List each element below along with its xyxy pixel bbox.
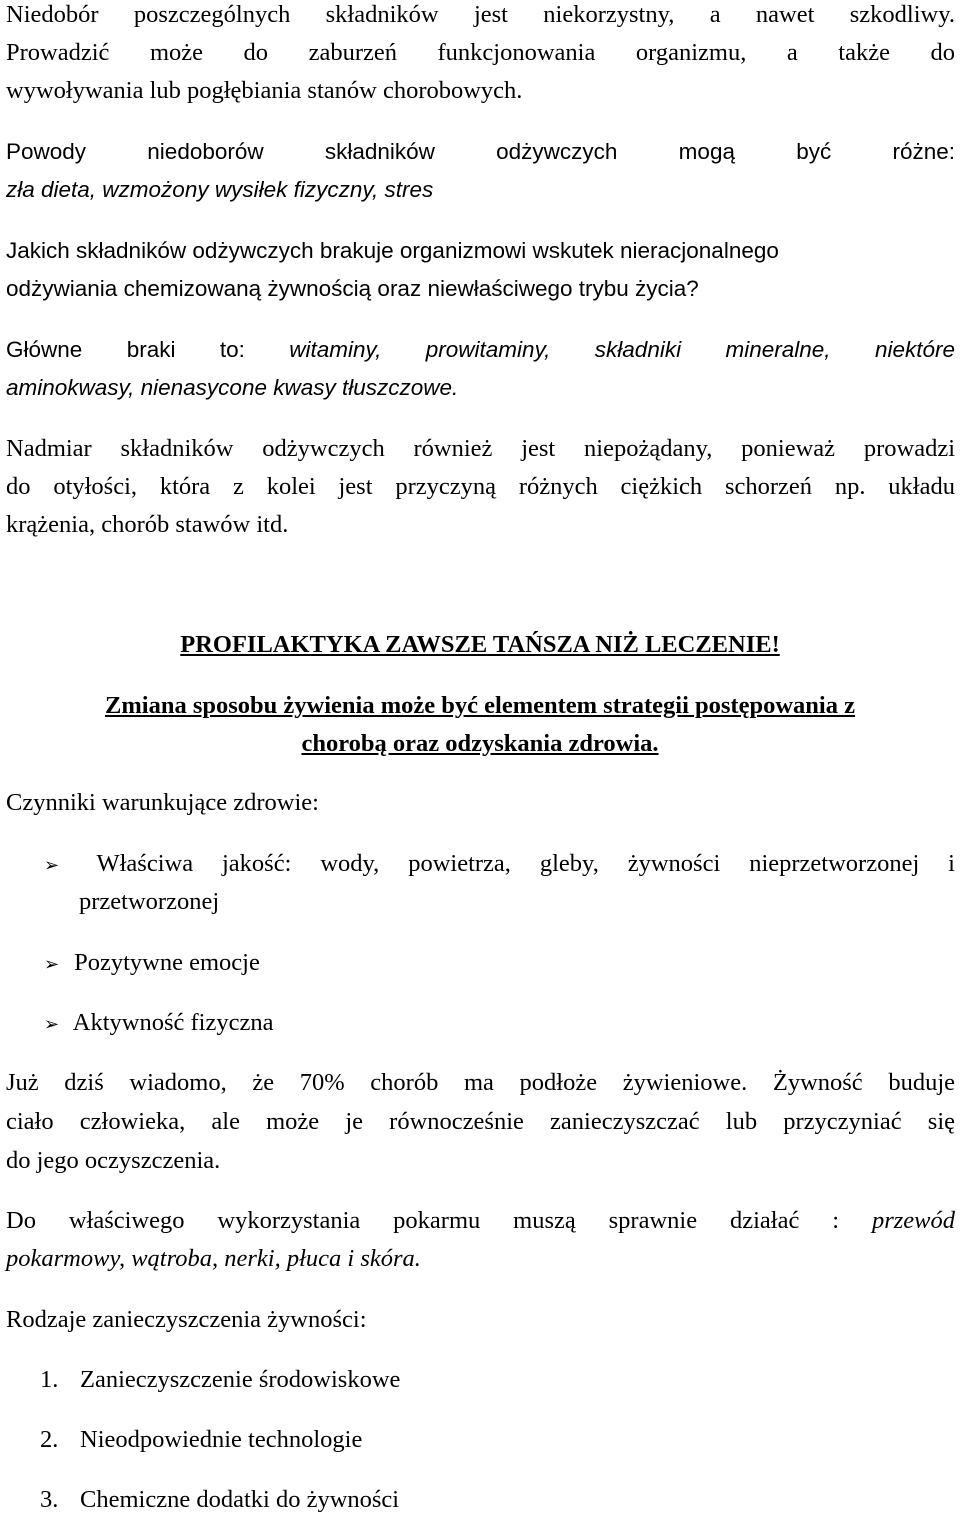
para-5-line-1: Nadmiar składników odżywczych również jest niepożądany, ponieważ prowadzi bbox=[6, 435, 955, 462]
heading-diet-change-line-1: Zmiana sposobu żywienia może być elementem strategii postępowania z bbox=[105, 692, 855, 719]
item-number: 1. bbox=[40, 1366, 59, 1393]
para-6-line-2: ciało człowieka, ale może je równocześnie zanieczyszczać lub przyczyniać się bbox=[6, 1108, 955, 1135]
types-label: Rodzaje zanieczyszczenia żywności: bbox=[6, 1306, 367, 1333]
para-1-line-3: wywoływania lub pogłębiania stanów chorobowych. bbox=[6, 77, 523, 104]
para-5-line-3: krążenia, chorób stawów itd. bbox=[6, 511, 289, 538]
bullet-text: Właściwa jakość: wody, powietrza, gleby, żywności nieprzetworzonej i bbox=[96, 850, 955, 877]
bullet-item-quality bbox=[44, 849, 955, 881]
arrow-bullet-icon: ➢ bbox=[44, 855, 60, 876]
para-3-line-1: Jakich składników odżywczych brakuje organizmowi wskutek nieracjonalnego bbox=[6, 238, 779, 263]
para-1-line-2: Prowadzić może do zaburzeń funkcjonowania organizmu, a także do bbox=[6, 39, 955, 66]
heading-prophylaxis: PROFILAKTYKA ZAWSZE TAŃSZA NIŻ LECZENIE! bbox=[180, 631, 780, 658]
para-7-organ-1: przewód bbox=[871, 1207, 956, 1234]
item-number: 3. bbox=[40, 1486, 59, 1513]
numbered-item-3 bbox=[40, 1485, 399, 1515]
para-1-line-1: Niedobór poszczególnych składników jest niekorzystny, a nawet szkodliwy. bbox=[6, 1, 955, 28]
bullet-text: Aktywność fizyczna bbox=[72, 1009, 274, 1036]
para-3-line-2: odżywiania chemizowaną żywnością oraz niewłaściwego trybu życia? bbox=[6, 276, 699, 301]
numbered-item-2 bbox=[40, 1425, 362, 1455]
item-text: Chemiczne dodatki do żywności bbox=[80, 1486, 400, 1513]
para-2-line-1: Powody niedoborów składników odżywczych mogą być różne: bbox=[6, 139, 955, 164]
para-2-line-2: zła dieta, wzmożony wysiłek fizyczny, stres bbox=[6, 177, 434, 202]
bullet-item-emotions bbox=[44, 948, 260, 980]
arrow-bullet-icon: ➢ bbox=[44, 954, 60, 975]
heading-diet-change-line-2: chorobą oraz odzyskania zdrowia. bbox=[301, 730, 659, 757]
item-text: Nieodpowiednie technologie bbox=[80, 1426, 363, 1453]
item-number: 2. bbox=[40, 1426, 59, 1453]
para-4-line-2: aminokwasy, nienasycone kwasy tłuszczowe. bbox=[6, 375, 459, 400]
para-4-lead: Główne braki to: bbox=[6, 337, 245, 362]
para-5-line-2: do otyłości, która z kolei jest przyczyną różnych ciężkich schorzeń np. układu bbox=[6, 473, 955, 500]
bullet-text: Pozytywne emocje bbox=[74, 949, 260, 976]
factors-label: Czynniki warunkujące zdrowie: bbox=[6, 789, 319, 816]
para-6-line-3: do jego oczyszczenia. bbox=[6, 1147, 221, 1174]
para-4-line-1 bbox=[6, 335, 955, 365]
bullet-item-activity bbox=[44, 1008, 273, 1040]
para-4-list: witaminy, prowitaminy, składniki mineralne, niektóre bbox=[289, 337, 955, 362]
para-7-lead: Do właściwego wykorzystania pokarmu muszą sprawnie działać : bbox=[6, 1207, 840, 1234]
arrow-bullet-icon: ➢ bbox=[44, 1014, 60, 1035]
item-text: Zanieczyszczenie środowiskowe bbox=[80, 1366, 401, 1393]
bullet-item-quality-cont: przetworzonej bbox=[79, 888, 220, 915]
para-7-line-1 bbox=[6, 1206, 955, 1236]
numbered-item-1 bbox=[40, 1365, 400, 1395]
para-6-line-1: Już dziś wiadomo, że 70% chorób ma podłoże żywieniowe. Żywność buduje bbox=[6, 1069, 955, 1096]
para-7-line-2: pokarmowy, wątroba, nerki, płuca i skóra. bbox=[6, 1245, 421, 1272]
